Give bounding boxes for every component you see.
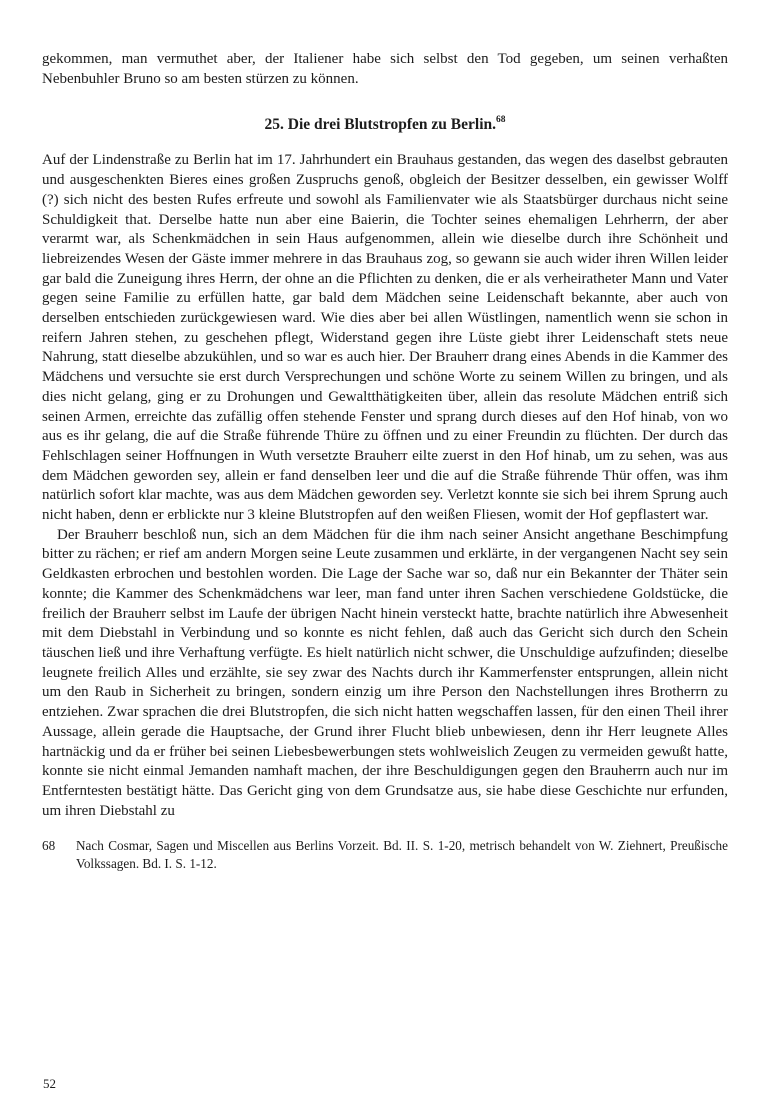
footnote [42,837,728,872]
page-number: 52 [43,1076,56,1091]
footnote-reference: 68 [496,115,506,126]
chapter-heading [42,115,728,135]
footnote-text: Nach Cosmar, Sagen und Miscellen aus Berlins Vorzeit. Bd. II. S. 1-20, metrisch behandelt von W. Ziehnert, Preußische Volkssagen. Bd. I. S. 1-12. [76,838,728,871]
intro-paragraph: gekommen, man vermuthet aber, der Italiener habe sich selbst den Tod gegeben, um seinen verhaßten Nebenbuhler Bruno so am besten stürzen zu können. [42,51,728,87]
chapter-heading-text: 25. Die drei Blutstropfen zu Berlin. [264,116,496,134]
story-paragraph-1: Auf der Lindenstraße zu Berlin hat im 17. Jahrhundert ein Brauhaus gestanden, das wegen des daselbst gebrauten und ausgeschenkten Bieres eines großen Zuspruchs genoß, obgleich der Besitzer desselben, ein gewisser Wolff (?) sich nicht des besten Rufes erfreute und sowohl als Familienvater wie als Staatsbürger durchaus nicht seine Schuldigkeit that. Derselbe hatte nun aber eine Baierin, die Tochter seines ehemaligen Lehrherrn, der aber verarmt war, als Schenkmädchen in sein Haus aufgenommen, allein wie dieselbe durch ihre Schönheit und liebreizendes Wesen der Gäste immer mehrere in das Brauhaus zog, so gewann sie auch wider ihren Willen leider gar bald die Zuneigung ihres Herrn, der ohne an die Pflichten zu denken, die er als verheiratheter Mann und Vater gegen seine Familie zu erfüllen hatte, gar bald dem Mädchen seine Leidenschaft bekannte, aber auch von derselben entschieden zurückgewiesen ward. Wie dies aber bei allen Wüstlingen, namentlich wenn sie schon in reifern Jahren stehen, zu geschehen pflegt, Widerstand gegen ihre Lüste giebt ihrer Leidenschaft stets neue Nahrung, statt dieselbe abzukühlen, und so war es auch hier. Der Brauherr drang eines Abends in die Kammer des Mädchens und versuchte sie erst durch Versprechungen und schöne Worte zu seinem Willen zu bringen, und als dies nicht gelang, ging er zu Drohungen und Gewaltthätigkeiten über, allein das resolute Mädchen entriß sich seinen Armen, erreichte das zufällig offen stehende Fenster und sprang durch dieses auf den Hof hinab, von wo aus es ihr gelang, die auf die Straße führende Thüre zu öffnen und zu einer Freundin zu flüchten. Der durch das Fehlschlagen seiner Hoffnungen in Wuth versetzte Brauherr eilte zuerst in den Hof hinab, um zu sehen, was aus dem Mädchen geworden sey, allein er fand denselben leer und die auf die Straße führende Thür offen, was ihm natürlich sofort klar machte, was aus dem Mädchen geworden sey. Verletzt konnte sie sich bei ihrem Sprung auch nicht haben, denn er erblickte nur 3 kleine Blutstropfen auf den weißen Fliesen, womit der Hof gepflastert war. [42,152,728,524]
story-paragraph-2: Der Brauherr beschloß nun, sich an dem Mädchen für die ihm nach seiner Ansicht angethane Beschimpfung bitter zu rächen; er rief am andern Morgen seine Leute zusammen und erklärte, in der vergangenen Nacht sey sein Geldkasten erbrochen und bestohlen worden. Die Lage der Sache war so, daß nur ein Bekannter der Thäter sein konnte; die Kammer des Schenkmädchens war leer, man fand unter ihren Sachen verschiedene Goldstücke, die freilich der Brauherr selbst im Laufe der übrigen Nacht hinein versteckt hatte, brachte natürlich ihre Abwesenheit mit dem Diebstahl in Verbindung und so konnte es nicht fehlen, daß auch das Gericht sich durch den Schein täuschen ließ und ihre Verhaftung verfügte. Es hielt natürlich nicht schwer, die Unschuldige aufzufinden; dieselbe leugnete freilich Alles und erzählte, sie sey zwar des Nachts durch ihr Kammerfenster entsprungen, allein nicht um den Raub in Sicherheit zu bringen, sondern einzig um ihre Person den Nachstellungen ihres Brotherrn zu entziehen. Zwar sprachen die drei Blutstropfen, die sich nicht hatten wegschaffen lassen, für den einen Theil ihrer Aussage, allein gerade die Hauptsache, der Grund ihrer Flucht blieb unbewiesen, denn ihr Herr leugnete Alles hartnäckig und da er früher bei seinen Liebesbewerbungen stets wohlweislich Zeugen zu vermeiden gewußt hatte, konnte sie nicht einmal Jemanden namhaft machen, der ihre Beschuldigungen gegen den Brauherrn auch nur im Entferntesten bestätigt hätte. Das Gericht ging von dem Grundsatze aus, sie habe diese Geschichte nur erfunden, um ihren Diebstahl zu [42,526,728,819]
footnote-marker: 68 [42,838,56,854]
